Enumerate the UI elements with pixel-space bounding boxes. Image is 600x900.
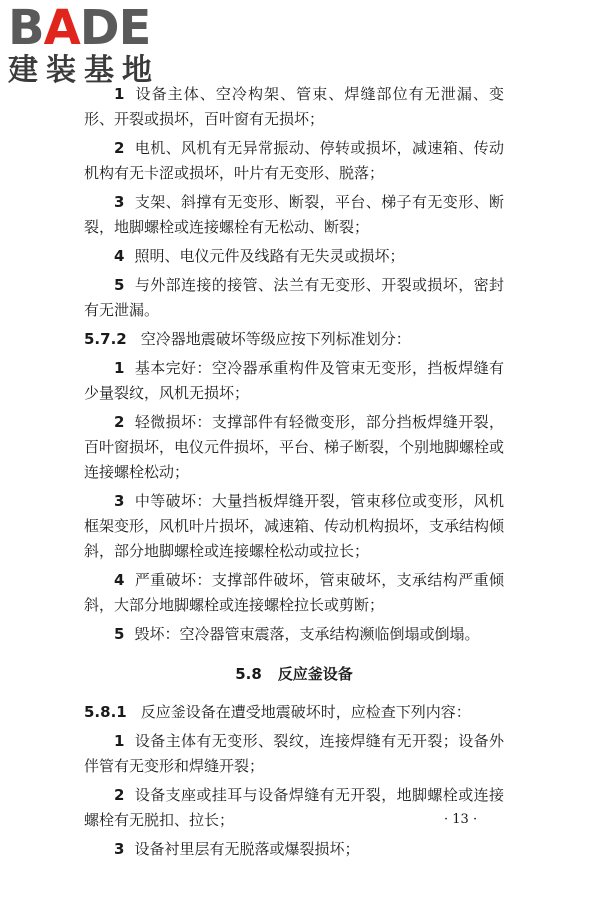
clause-item: 3 设备衬里层有无脱落或爆裂损坏； xyxy=(114,840,360,858)
clause-item: 4 照明、电仪元件及线路有无失灵或损坏； xyxy=(114,247,405,265)
clause-item: 3 支架、斜撑有无变形、断裂，平台、梯子有无变形、断裂，地脚螺栓或连接螺栓有无松动、断裂； xyxy=(84,193,504,236)
clause-item: 3 中等破坏：大量挡板焊缝开裂，管束移位或变形，风机框架变形，风机叶片损坏，减速箱、传动机构损坏，支承结构倾斜，部分地脚螺栓或连接螺栓松动或拉长； xyxy=(84,492,505,560)
document-body xyxy=(84,82,504,866)
clause-item: 5 与外部连接的接管、法兰有无变形、开裂或损坏，密封有无泄漏。 xyxy=(84,276,504,319)
clause-item: 5 毁坏：空冷器管束震落，支承结构濒临倒塌或倒塌。 xyxy=(114,625,480,643)
page-number: · 13 · xyxy=(444,812,478,827)
clause-5-7-2: 5.7.2 空冷器地震破坏等级应按下列标准划分： xyxy=(84,330,411,348)
logo-wordmark: BADE xyxy=(8,0,151,56)
clause-item: 1 设备主体、空冷构架、管束、焊缝部位有无泄漏、变形、开裂或损坏，百叶窗有无损坏； xyxy=(84,85,504,128)
clause-5-8-1: 5.8.1 反应釜设备在遭受地震破坏时，应检查下列内容： xyxy=(84,703,471,721)
logo-subtitle: 建装基地 xyxy=(8,53,160,88)
clause-item: 2 设备支座或挂耳与设备焊缝有无开裂，地脚螺栓或连接螺栓有无脱扣、拉长； xyxy=(84,786,504,829)
clause-item: 2 电机、风机有无异常振动、停转或损坏，减速箱、传动机构有无卡涩或损坏，叶片有无变形、脱落； xyxy=(84,139,504,182)
clause-item: 1 基本完好：空冷器承重构件及管束无变形，挡板焊缝有少量裂纹，风机无损坏； xyxy=(84,359,504,402)
clause-item: 4 严重破坏：支撑部件破坏，管束破坏，支承结构严重倾斜，大部分地脚螺栓或连接螺栓拉长或剪断； xyxy=(84,571,504,614)
clause-item: 1 设备主体有无变形、裂纹，连接焊缝有无开裂；设备外伴管有无变形和焊缝开裂； xyxy=(84,732,504,775)
section-heading: 5.8 反应釜设备 xyxy=(235,665,353,683)
clause-item: 2 轻微损坏：支撑部件有轻微变形，部分挡板焊缝开裂，百叶窗损坏，电仪元件损坏，平台、梯子断裂，个别地脚螺栓或连接螺栓松动； xyxy=(84,413,505,481)
